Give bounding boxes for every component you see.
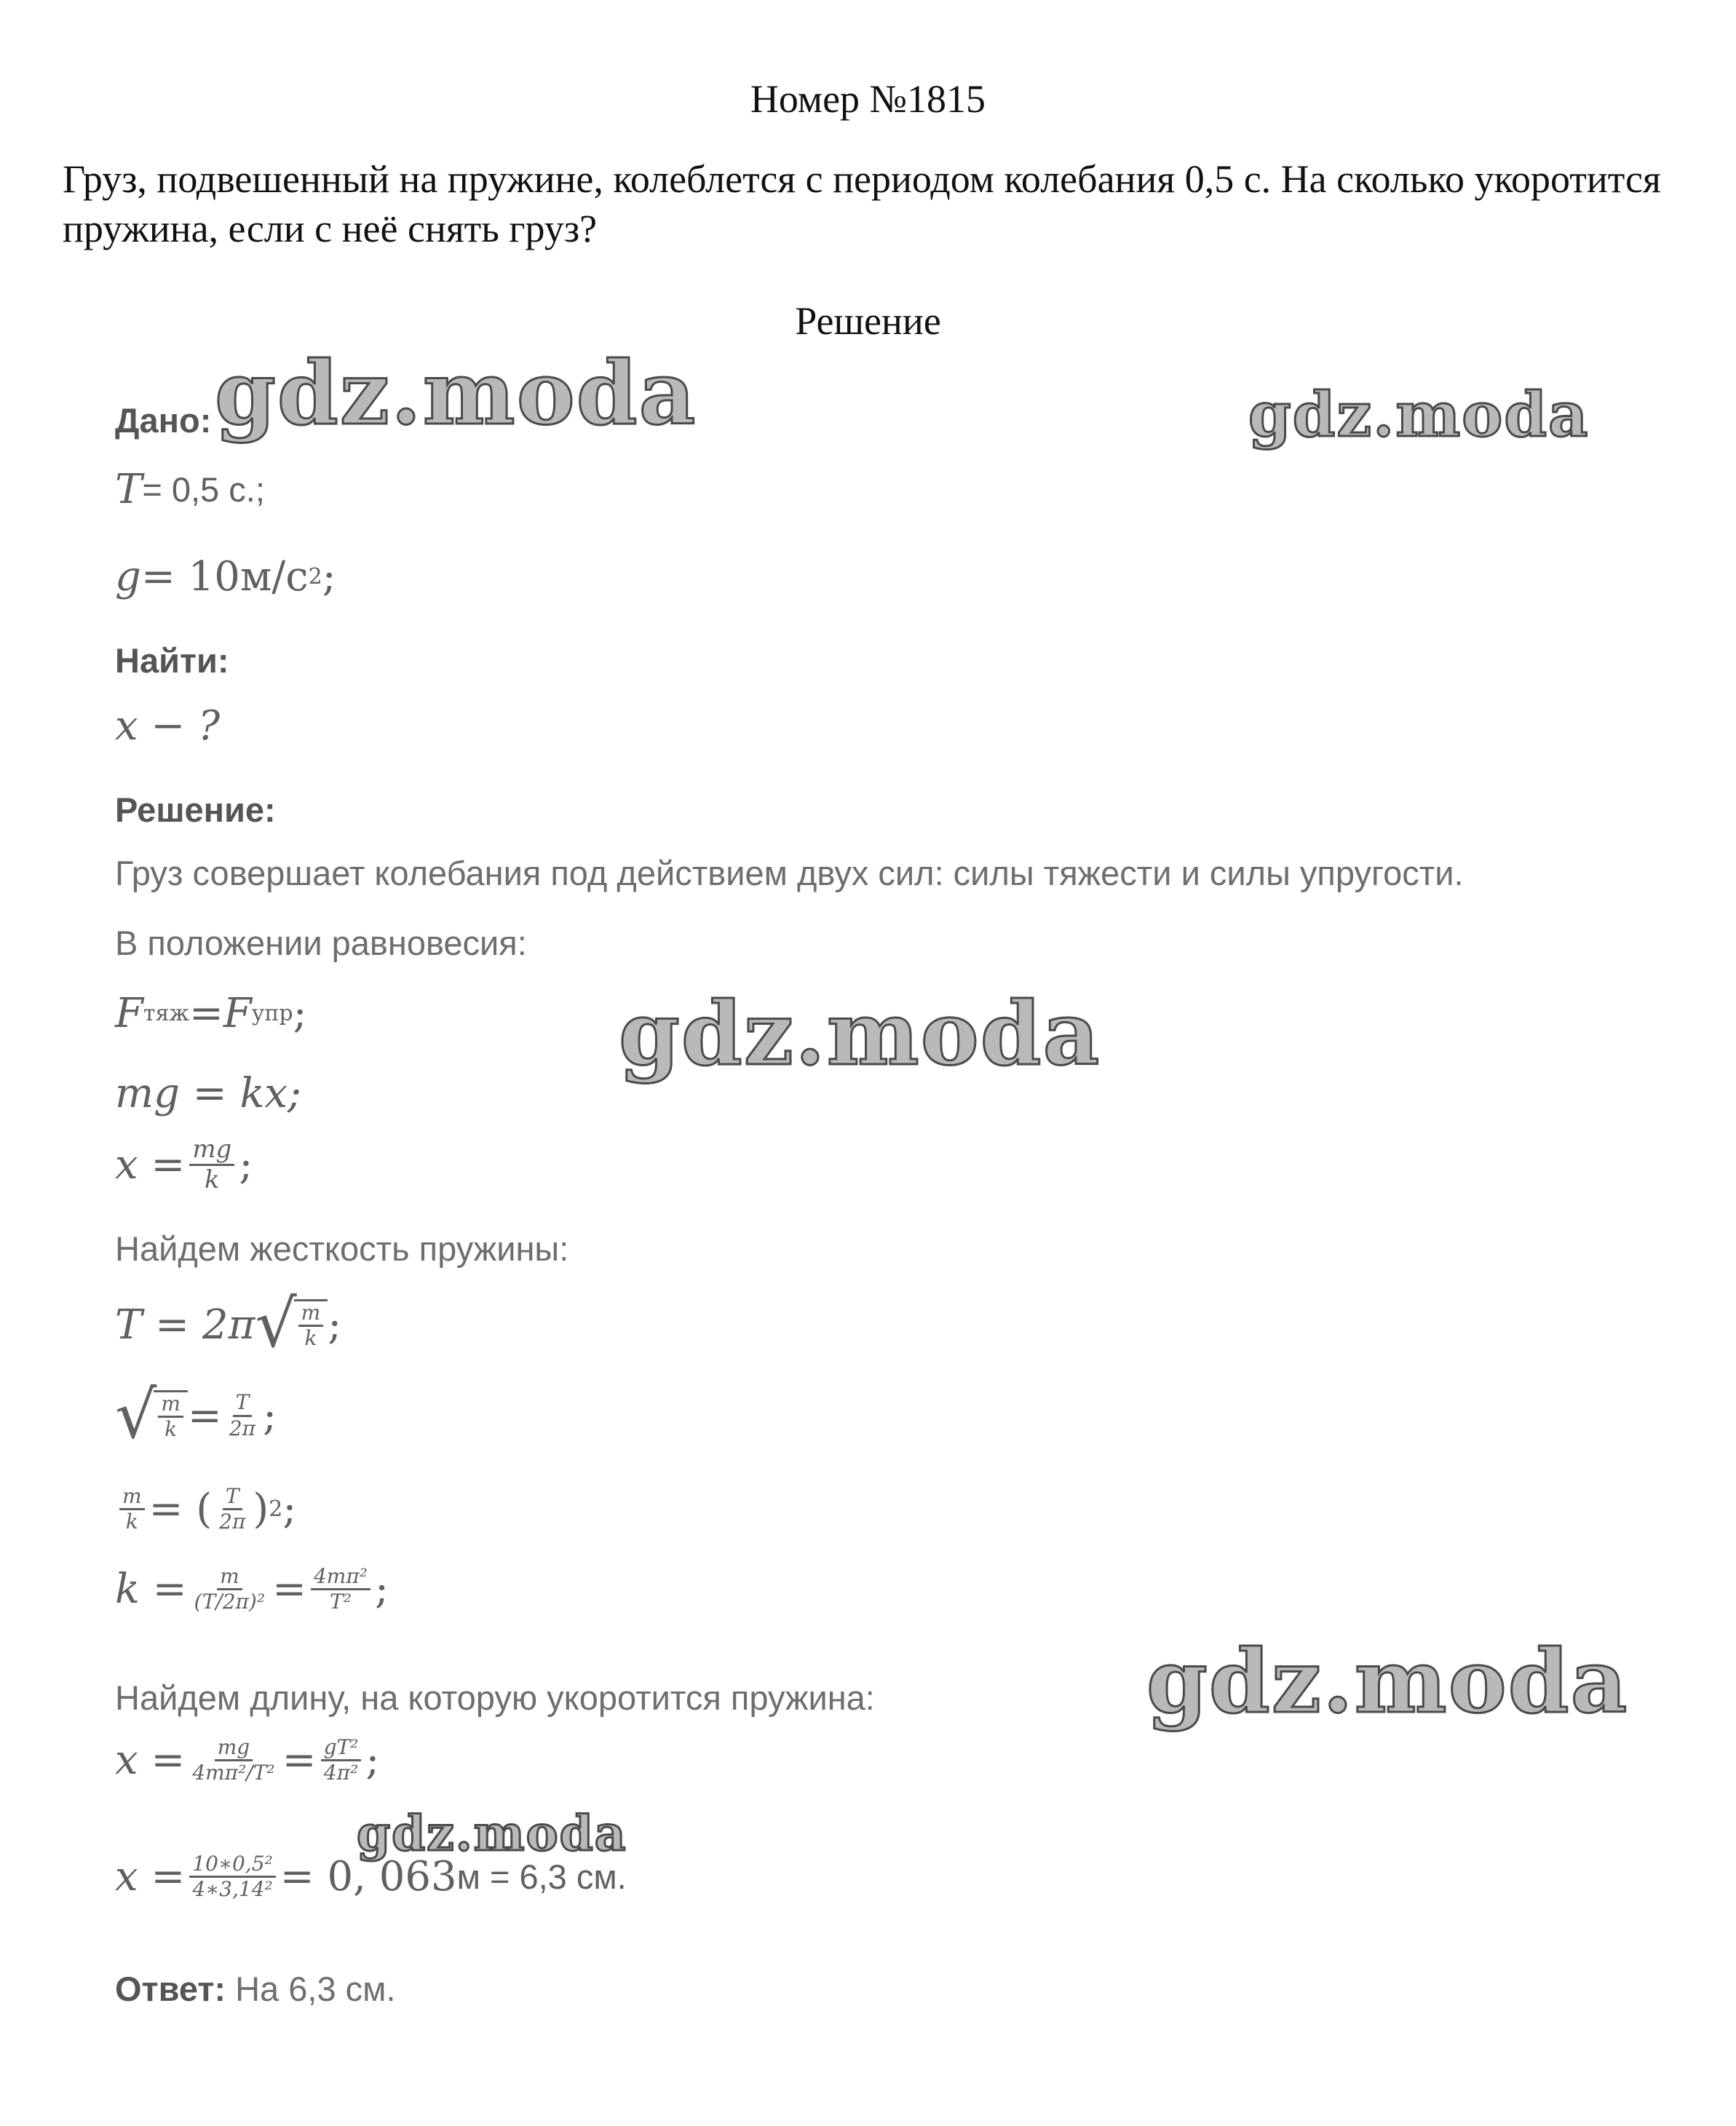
force-symbol-2: F	[223, 990, 252, 1037]
answer-line	[115, 1969, 396, 2009]
fraction-num: 4mπ²	[311, 1565, 370, 1590]
fraction-mg-k	[189, 1135, 234, 1194]
solution-heading: Решение	[795, 299, 941, 343]
fraction-m-k	[298, 1301, 324, 1350]
force-sub-1: тяж	[143, 1001, 189, 1026]
fraction-num: T	[233, 1391, 253, 1416]
eq6-end: ;	[282, 1486, 297, 1534]
equation-mg-kx	[115, 1070, 301, 1117]
equation-forces	[115, 990, 307, 1037]
fraction-4mpi2-T2	[311, 1565, 370, 1614]
find-label: Найти:	[115, 641, 229, 680]
gravity-symbol: g	[115, 553, 141, 600]
solution-text-1: Груз совершает колебания под действием двух сил: силы тяжести и силы упругости.	[115, 854, 1464, 892]
k-lhs: k =	[115, 1566, 187, 1614]
force-sub-2: упр	[251, 1001, 293, 1026]
eq3-end: ;	[239, 1141, 253, 1189]
watermark: gdz.moda	[215, 342, 697, 445]
equation-stiffness	[115, 1565, 389, 1614]
eq8-end: ;	[365, 1737, 380, 1785]
force-end: ;	[293, 990, 307, 1037]
period-symbol: T	[115, 466, 143, 513]
numeric-result: = 0, 063	[280, 1853, 457, 1901]
sqrt	[115, 1377, 188, 1453]
solution-text-2: В положении равновесия:	[115, 924, 527, 962]
fraction-den: (T/2π)²	[194, 1590, 266, 1614]
fraction-den: 2π	[229, 1416, 256, 1440]
fraction-den: 4π²	[323, 1761, 359, 1785]
fraction-numeric	[189, 1852, 275, 1901]
sqrt	[255, 1286, 328, 1363]
radical-sign: √	[115, 1377, 157, 1453]
fraction-num: m	[217, 1565, 242, 1590]
fraction-num: mg	[215, 1736, 253, 1761]
fraction-num: m	[298, 1301, 324, 1327]
radicand	[294, 1299, 328, 1350]
force-symbol-1: F	[115, 990, 143, 1037]
fraction-m-over-T2pi2	[191, 1565, 268, 1614]
fraction-num: m	[158, 1392, 183, 1418]
gravity-value: = 10м/с	[140, 553, 309, 600]
watermark: gdz.moda	[1146, 1630, 1629, 1733]
x-lhs: x =	[115, 1737, 186, 1785]
eq4-end: ;	[328, 1301, 342, 1349]
watermark: gdz.moda	[619, 983, 1101, 1085]
fraction-num: mg	[189, 1135, 234, 1166]
fraction-den: k	[125, 1510, 138, 1534]
fraction-den: 4∗3,14²	[192, 1877, 273, 1902]
watermark: gdz.moda	[357, 1805, 627, 1862]
fraction-den: 2π	[219, 1510, 246, 1534]
x-lhs: x =	[115, 1853, 186, 1901]
eq6-exponent: 2	[269, 1496, 283, 1523]
radicand	[154, 1390, 188, 1441]
gravity-end: ;	[322, 553, 336, 600]
solution-text-3: Найдем жесткость пружины:	[115, 1229, 569, 1268]
fraction-num: 10∗0,5²	[189, 1852, 275, 1878]
given-label: Дано:	[115, 401, 212, 440]
mg-kx-text: mg = kx;	[115, 1070, 301, 1117]
numeric-unit: м = 6,3 см.	[456, 1857, 627, 1897]
fraction-m-k	[158, 1392, 183, 1441]
fraction-den: T²	[330, 1590, 352, 1614]
fraction-T-2pi	[216, 1485, 248, 1534]
fraction-den: k	[205, 1165, 220, 1195]
eq6-equals: = (	[148, 1486, 213, 1534]
period-value: = 0,5 с.;	[142, 470, 265, 509]
eq8-equals: =	[282, 1737, 317, 1785]
equation-sqrt-ratio	[115, 1377, 277, 1453]
eq5-end: ;	[263, 1392, 277, 1440]
equation-length	[115, 1736, 379, 1785]
equation-ratio-squared	[115, 1485, 296, 1534]
given-period	[115, 466, 265, 513]
answer-label: Ответ:	[115, 1970, 226, 2008]
radical-sign: √	[255, 1286, 297, 1363]
fraction-m-k	[119, 1485, 145, 1534]
answer-text: На 6,3 см.	[226, 1970, 396, 2008]
fraction-num: gT²	[321, 1736, 362, 1761]
period-lhs: T = 2π	[115, 1301, 255, 1349]
given-gravity	[115, 553, 336, 600]
fraction-den: k	[304, 1326, 317, 1350]
find-x-text: x − ?	[115, 702, 221, 750]
find-x	[115, 702, 220, 750]
force-equals: =	[189, 990, 223, 1037]
gravity-exponent: 2	[308, 564, 322, 590]
eq7-equals: =	[272, 1566, 306, 1614]
page-title: Номер №1815	[750, 77, 986, 121]
fraction-mg-over-4mpi2T2	[189, 1736, 277, 1785]
fraction-T-2pi	[226, 1391, 258, 1440]
solution-label: Решение:	[115, 790, 276, 829]
fraction-gT2-4pi2	[321, 1736, 362, 1785]
eq7-end: ;	[374, 1566, 389, 1614]
problem-text: Груз, подвешенный на пружине, колеблется с периодом колебания 0,5 с. На сколько укоротится пружина, если с неё снять груз?	[63, 157, 1661, 250]
watermark: gdz.moda	[1248, 378, 1590, 451]
x-lhs: x =	[115, 1141, 186, 1189]
eq6-close: )	[253, 1486, 269, 1534]
fraction-den: k	[165, 1417, 178, 1441]
fraction-num: m	[119, 1485, 145, 1510]
fraction-den: 4mπ²/T²	[192, 1761, 275, 1785]
equation-period	[115, 1286, 342, 1363]
fraction-num: T	[223, 1485, 242, 1510]
eq5-equals: =	[187, 1392, 222, 1440]
solution-text-4: Найдем длину, на которую укоротится пружина:	[115, 1678, 875, 1717]
equation-x-mg-k	[115, 1135, 253, 1194]
